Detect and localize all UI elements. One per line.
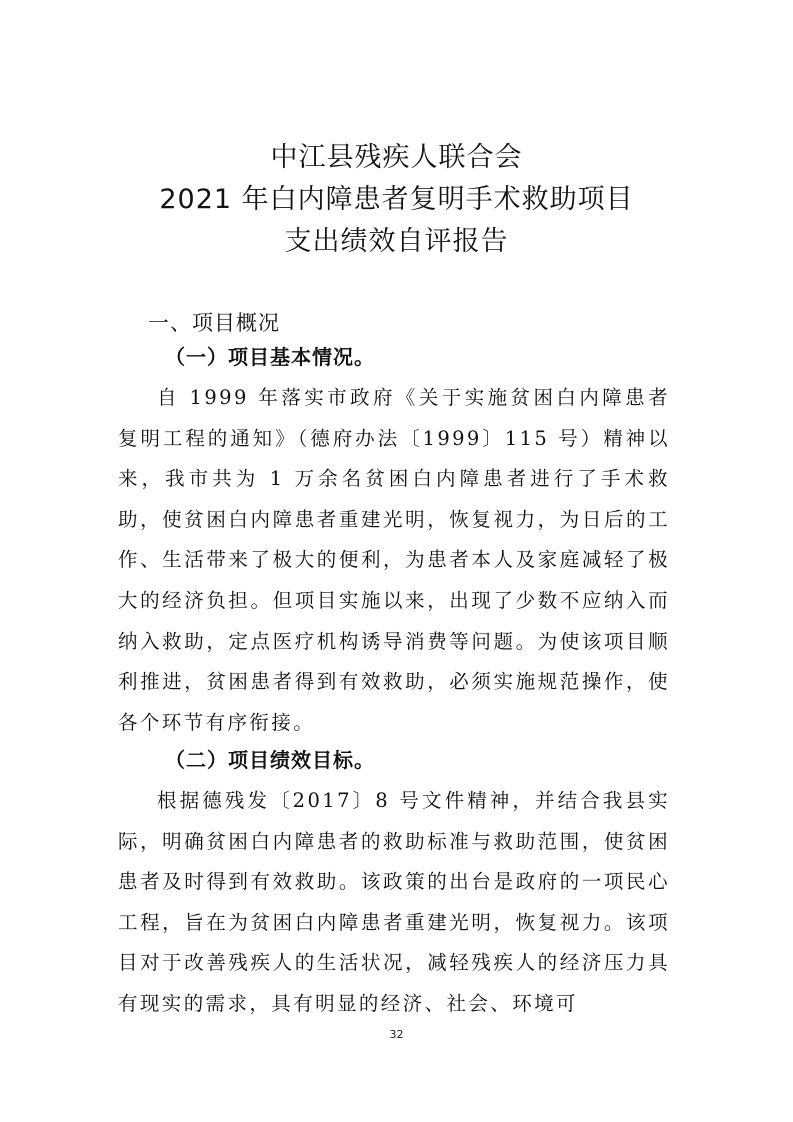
- subsection-heading-basic-info: （一）项目基本情况。: [165, 345, 375, 369]
- paragraph-basic-info: 自 1999 年落实市政府《关于实施贫困白内障患者复明工程的通知》（德府办法〔1999〕115 号）精神以来，我市共为 1 万余名贫困白内障患者进行了手术救助，使贫困白内障患者重建光明，恢复视力，为日后的工作、生活带来了极大的便利，为患者本人及家庭减轻了极大的经济负担。但项目实施以来，出现了少数不应纳入而纳入救助，定点医疗机构诱导消费等问题。为使该项目顺利推进，贫困患者得到有效救助，必须实施规范操作，使各个环节有序衔接。: [118, 386, 670, 734]
- page-number: 32: [389, 1028, 404, 1041]
- subsection-heading-performance-goal: （二）项目绩效目标。: [165, 748, 375, 772]
- section-heading: 一、项目概况: [148, 311, 280, 335]
- paragraph-performance-goal: 根据德残发〔2017〕8 号文件精神，并结合我县实际，明确贫困白内障患者的救助标准与救助范围，使贫困患者及时得到有效救助。该政策的出台是政府的一项民心工程，旨在为贫困白内障患者重建光明，恢复视力。该项目对于改善残疾人的生活状况，减轻残疾人的经济压力具有现实的需求，具有明显的经济、社会、环境可: [118, 789, 670, 1015]
- title-line-1: 中江县残疾人联合会: [270, 142, 523, 173]
- title-line-2: 2021 年白内障患者复明手术救助项目: [159, 184, 634, 215]
- title-line-3: 支出绩效自评报告: [284, 226, 509, 257]
